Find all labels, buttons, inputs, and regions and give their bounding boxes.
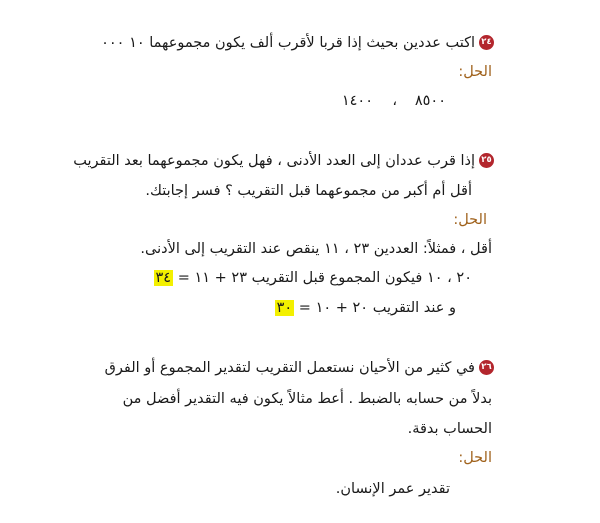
question-text: في كثير من الأحيان نستعمل التقريب لتقدير المجموع أو الفرق — [104, 360, 475, 376]
question-24 — [101, 33, 494, 53]
equation-text: و عند التقريب ٢٠ + ١٠ = — [298, 300, 456, 316]
solution-label: الحل: — [458, 450, 492, 466]
solution-label: الحل: — [453, 212, 487, 228]
question-number-badge: ٢٦ — [479, 360, 494, 375]
question-text: إذا قرب عددان إلى العدد الأدنى ، فهل يكون مجموعهما بعد التقريب — [73, 153, 475, 169]
question-26-line-3: الحساب بدقة. — [407, 421, 492, 437]
highlighted-result: ٣٠ — [276, 300, 293, 316]
question-number-badge: ٢٤ — [479, 35, 494, 50]
solution-25-line-2 — [154, 268, 472, 288]
question-26-line-1 — [105, 358, 494, 378]
question-number-badge: ٢٥ — [479, 153, 494, 168]
question-26-line-2: بدلاً من حسابه بالضبط . أعط مثالاً يكون فيه التقدير أفضل من — [122, 391, 492, 407]
solution-26-answer: تقدير عمر الإنسان. — [335, 481, 450, 497]
question-25-line-1 — [73, 151, 494, 171]
answer-a: ٨٥٠٠ — [414, 93, 446, 109]
solution-25-line-3 — [275, 298, 456, 318]
answer-separator: ، — [392, 93, 397, 109]
solution-label: الحل: — [458, 64, 492, 80]
question-text: اكتب عددين بحيث إذا قربا لأقرب ألف يكون مجموعهما ١٠ ٠٠٠ — [101, 35, 475, 51]
answer-b: ١٤٠٠ — [341, 93, 373, 109]
solution-25-line-1: أقل ، فمثلاً: العددين ٢٣ ، ١١ ينقص عند التقريب إلى الأدنى. — [140, 241, 492, 257]
highlighted-result: ٣٤ — [155, 270, 172, 286]
equation-text: ٢٠ ، ١٠ فيكون المجموع قبل التقريب ٢٣ + ١١ = — [177, 270, 472, 286]
question-25-line-2: أقل أم أكبر من مجموعهما قبل التقريب ؟ فسر إجابتك. — [145, 183, 472, 199]
